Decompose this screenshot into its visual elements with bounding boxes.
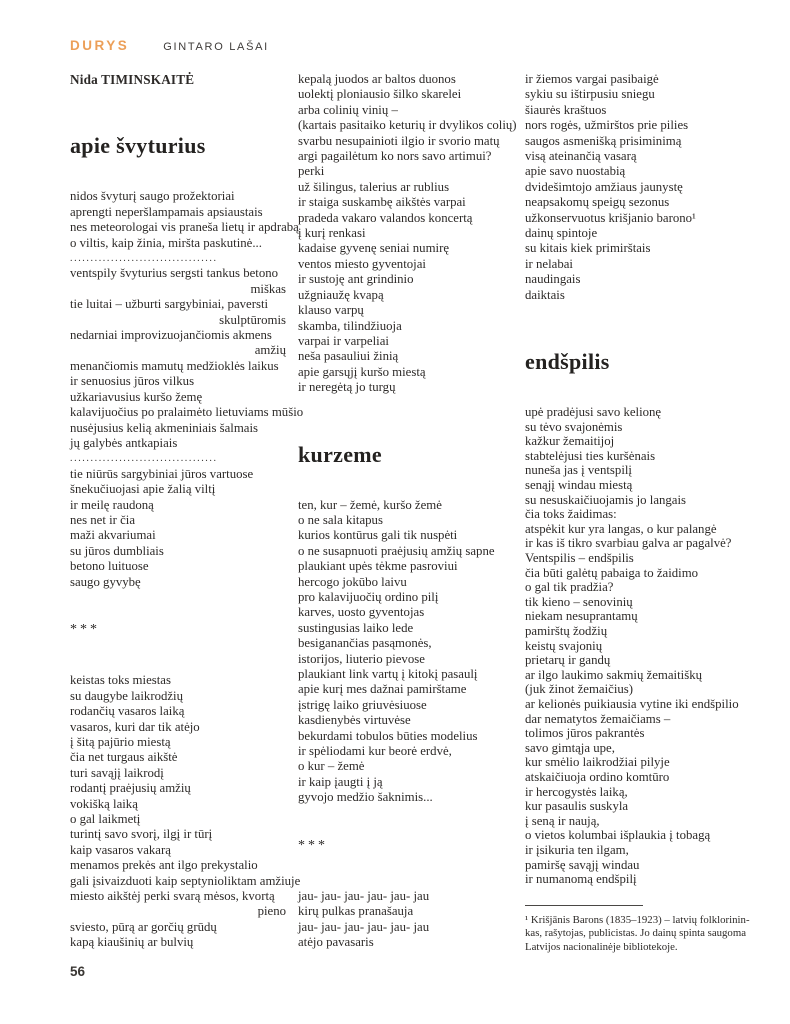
poem-line: o ne sala kitapus <box>298 512 383 527</box>
poem-line: svarbu nesupainioti ilgio ir svorio matų <box>298 133 500 148</box>
poem-line: kur smėlio laikrodžiai pilyje <box>525 755 670 770</box>
stanza-separator: *** <box>70 621 100 637</box>
poem-line: jau- jau- jau- jau- jau- jau <box>298 889 430 904</box>
poem-line: neapsakomų speigų sezonus <box>525 195 670 210</box>
stanza <box>70 673 301 950</box>
poem-line: menamos prekės ant ilgo prekystalio <box>70 858 258 873</box>
poem-line: pradeda vakaro valandos koncertą <box>298 210 473 225</box>
poem-line: o gal laikmetį <box>70 812 141 827</box>
poem-line: pieno <box>257 904 286 919</box>
poem-line: pamirštų žodžių <box>525 624 608 638</box>
poem-line: kur pasaulis suskyla <box>525 799 629 814</box>
poem-line: argi pagailėtum ko nors savo artimui? <box>298 149 492 164</box>
poem-line: o ne susapnuoti praėjusių amžių sapne <box>298 543 495 558</box>
poem-line: plaukiant link vartų į kitokį pasaulį <box>298 667 478 681</box>
poem-line: ar ilgo laukimo sakmių žemaitiškų <box>525 667 702 682</box>
poem-line: vasaros, kuri dar tik atėjo <box>70 719 200 734</box>
poem-line: tik kieno – senovinių <box>525 594 633 609</box>
author-name: Nida TIMINSKAITĖ <box>70 72 195 87</box>
poem-line: dainų spintoje <box>525 226 598 241</box>
poem-line: (juk žinot žemaičius) <box>525 682 634 697</box>
poem-line: aprengti neperšlampamais apsiaustais <box>70 204 263 219</box>
stanza <box>525 72 765 303</box>
poem-line: stabtelėjusi ties kuršėnais <box>525 448 656 463</box>
poem-line: vokišką laiką <box>70 796 138 811</box>
poem-line: maži akvariumai <box>70 528 156 543</box>
poem-line: su jūros dumbliais <box>70 543 164 558</box>
poem-line: kepalą juodos ar baltos duonos <box>298 72 456 86</box>
poem-title: endšpilis <box>525 349 610 375</box>
poem-line: atėjo pavasaris <box>298 935 374 950</box>
poem-line: užkonservuotus krišjanio barono¹ <box>525 210 696 225</box>
poem-line: šnekučiuojasi apie žalią viltį <box>70 482 216 497</box>
stanza <box>70 189 304 590</box>
poem-line: Ventspilis – endšpilis <box>525 551 634 566</box>
poem-line: ir kas iš tikro svarbiau galva ar pagalvė? <box>525 536 732 551</box>
stanza <box>298 889 522 951</box>
poem-line: skamba, tilindžiuoja <box>298 318 402 333</box>
poem-title: apie švyturius <box>70 133 206 159</box>
poem-line: čia net turgaus aikštė <box>70 750 178 765</box>
poem-line: kurios kontūrus gali tik nuspėti <box>298 528 458 543</box>
poem-line: perki <box>298 164 325 179</box>
header <box>70 38 269 53</box>
poem-line: gali įsivaizduoti kaip septynioliktam amžiuje <box>70 873 301 888</box>
poem-line: bekurdami tobulos būties modelius <box>298 728 478 743</box>
poem-line: arba colinių vinių – <box>298 102 398 117</box>
poem-line: nedarniai improvizuojančiomis akmens <box>70 328 272 343</box>
poem-line: jau- jau- jau- jau- jau- jau <box>298 919 430 934</box>
poem-line: miesto aikštėj perki svarą mėsos, kvortą <box>70 889 275 904</box>
poem-line: atspėkit kur yra langas, o kur palangė <box>525 521 717 536</box>
poem-line: o kur – žemė <box>298 759 365 774</box>
poem-line: nidos švyturį saugo prožektoriai <box>70 189 235 204</box>
poem-line: uolektį ploniausio šilko skarelei <box>298 87 462 102</box>
section-label: GINTARO LAŠAI <box>163 41 269 53</box>
brand-logo: DURYS <box>70 38 130 53</box>
poem-line: ar kelionės puikiausia vytine iki endšpilio <box>525 696 739 711</box>
poem-line: čia toks žaidimas: <box>525 507 617 522</box>
poem-line: ir numanomą endšpilį <box>525 872 637 887</box>
poem-line: kažkur žemaitijoj <box>525 434 615 449</box>
poem-line: ir sustoję ant grindinio <box>298 272 414 287</box>
page-number: 56 <box>70 964 86 979</box>
poem-line: pro kalavijuočių ordino pilį <box>298 589 439 604</box>
poem-line: amžių <box>254 343 286 358</box>
poem-line: užkariavusius kuršo žemę <box>70 389 203 404</box>
poem-line: keistų svajonių <box>525 638 603 653</box>
poem-line: su nesuskaičiuojamis jo langais <box>525 492 687 507</box>
stanza <box>525 405 765 887</box>
poem-line: apie garsųjį kuršo miestą <box>298 364 426 379</box>
poem-line: o vietos kolumbai išplaukia į tobagą <box>525 828 711 843</box>
poem-line: kalavijuočius po pralaimėto lietuviams mūšio <box>70 405 304 420</box>
poem-line: naudingais <box>525 272 581 287</box>
poem-line: kaip vasaros vakarą <box>70 842 171 857</box>
poem-line: neša pasauliui žinią <box>298 349 399 364</box>
poem-line: ir įsikuria ten ilgam, <box>525 842 629 857</box>
poem-line: o gal tik pradžia? <box>525 580 614 595</box>
poem-line: įstrigę laiko griuvėsiuose <box>298 697 427 712</box>
poem-line: atskaičiuoja ordino komtūro <box>525 769 670 784</box>
poem-line: į seną ir naują, <box>525 813 600 828</box>
poem-line: su tėvo svajonėmis <box>525 419 623 434</box>
poem-line: menančiomis mamutų medžioklės laikus <box>70 358 279 373</box>
poem-line: tie niūrūs sargybiniai jūros vartuose <box>70 466 254 481</box>
stanza-separator: *** <box>298 837 328 853</box>
poem-line: nuneša jas į ventspilį <box>525 463 632 478</box>
poem-line: niekam nesuprantamų <box>525 609 638 624</box>
poem-line: saugos asmenišką prisiminimą <box>525 133 682 148</box>
poem-line: už šilingus, talerius ar rublius <box>298 179 450 194</box>
poem-line: turi savąjį laikrodį <box>70 765 164 780</box>
poem-line: kapą kiaušinių ar bulvių <box>70 935 194 950</box>
poem-line: su daugybe laikrodžių <box>70 688 184 703</box>
poem-line: apie kurį mes dažnai pamirštame <box>298 682 467 697</box>
poem-line: tolimos jūros pakrantės <box>525 726 645 741</box>
poem-line: rodantį praėjusių amžių <box>70 781 191 796</box>
poem-line: sviesto, pūrą ar gorčių grūdų <box>70 919 217 934</box>
stanza <box>298 498 522 806</box>
poem-line: klauso varpų <box>298 303 364 318</box>
footnote-line: Latvijos nacionalinėje bibliotekoje. <box>525 940 678 953</box>
footnote <box>525 905 765 954</box>
poem-line: nors rogės, užmirštos prie pilies <box>525 118 689 133</box>
poem-line: savo gimtąja upe, <box>525 740 615 755</box>
poem-line: kirų pulkas pranašauja <box>298 904 414 919</box>
poem-line: nes meteorologai vis praneša lietų ir apdrabą <box>70 220 299 235</box>
poem-line: sykiu su ištirpusiu sniegu <box>525 87 655 102</box>
poem-line: varpai ir varpeliai <box>298 333 389 348</box>
column-2 <box>298 72 522 951</box>
poem-line: daiktais <box>525 287 565 302</box>
poem-line: į šitą pajūrio miestą <box>70 735 171 749</box>
poem-line: ir meilę raudoną <box>70 497 154 512</box>
poem-line: ir senuosius jūros vilkus <box>70 374 195 389</box>
poem-line: dar nematytos žemaičiams – <box>525 711 671 726</box>
footnote-line: kas, rašytojas, publicistas. Jo dainų spinta saugoma <box>525 927 747 940</box>
poem-line: dvidešimtojo amžiaus jaunystę <box>525 179 683 194</box>
poem-line: ventspily švyturius sergsti tankus betono <box>70 266 279 281</box>
poem-line: upė pradėjusi savo kelionę <box>525 405 662 420</box>
ellipsis-line: .................................... <box>70 453 218 465</box>
poem-line: skulptūromis <box>219 312 286 327</box>
column-3 <box>525 72 765 954</box>
poem-line: hercogo jokūbo laivu <box>298 574 407 589</box>
poem-line: karves, uosto gyventojas <box>298 605 425 620</box>
poem-line: sustingusias laiko lede <box>298 620 414 635</box>
poem-line: tie luitai – užburti sargybiniai, paversti <box>70 297 269 312</box>
poem-line: kasdienybės virtuvėse <box>298 713 411 728</box>
poem-line: jų galybės antkapiais <box>70 435 178 450</box>
poem-line: rodančių vasaros laiką <box>70 704 185 719</box>
poem-line: kadaise gyvenę seniai numirę <box>298 241 450 256</box>
poem-line: miškas <box>250 281 286 296</box>
poem-line: senąjį windau miestą <box>525 478 633 493</box>
poem-line: saugo gyvybę <box>70 574 141 589</box>
stanza <box>298 72 522 396</box>
poem-line: o viltis, kaip žinia, miršta paskutinė... <box>70 235 262 250</box>
poem-line: ir hercogystės laiką, <box>525 784 628 799</box>
poem-line: ventos miesto gyventojai <box>298 256 426 271</box>
poem-line: gyvojo medžio šaknimis... <box>298 790 433 805</box>
poem-line: plaukiant upės tėkme pasroviui <box>298 559 458 574</box>
poem-line: pamiršę savąjį windau <box>525 857 640 872</box>
poem-line: ir staiga suskambę aikštės varpai <box>298 195 466 210</box>
poem-line: apie savo nuostabią <box>525 164 626 179</box>
ellipsis-line: .................................... <box>70 253 218 265</box>
poem-line: į kurį renkasi <box>298 226 366 241</box>
poem-line: turintį savo svorį, ilgį ir tūrį <box>70 827 213 842</box>
poem-line: visą ateinančią vasarą <box>525 149 637 164</box>
poem-line: ir nelabai <box>525 256 573 271</box>
poem-line: šiaurės kraštuos <box>525 102 607 117</box>
poem-line: (kartais pasitaiko keturių ir dvylikos colių) <box>298 118 517 133</box>
poem-line: užgniaužę kvapą <box>298 287 384 302</box>
poem-line: nes net ir čia <box>70 512 136 527</box>
poem-title: kurzeme <box>298 441 382 467</box>
poem-line: istorijos, liuterio pievose <box>298 651 425 666</box>
poem-line: ir kaip įaugti į ją <box>298 774 383 789</box>
poem-line: čia būti galėtų pabaiga to žaidimo <box>525 565 699 580</box>
footnote-line: ¹ Krišjānis Barons (1835–1923) – latvių folklorinin- <box>525 913 750 926</box>
poem-line: ir neregėtą jo turgų <box>298 380 396 395</box>
poem-line: besiganančias pasąmonės, <box>298 636 432 651</box>
poem-line: keistas toks miestas <box>70 673 171 688</box>
poem-line: su kitais kiek primirštais <box>525 241 651 256</box>
poem-line: ir žiemos vargai pasibaigė <box>525 72 659 86</box>
poem-line: ir spėliodami kur beorė erdvė, <box>298 744 452 759</box>
poem-line: prietarų ir gandų <box>525 653 611 668</box>
poem-line: betono luituose <box>70 559 149 574</box>
poem-line: nusėjusius kelią akmeniniais šalmais <box>70 420 259 435</box>
poem-line: ten, kur – žemė, kuršo žemė <box>298 497 442 512</box>
column-1 <box>70 72 304 951</box>
